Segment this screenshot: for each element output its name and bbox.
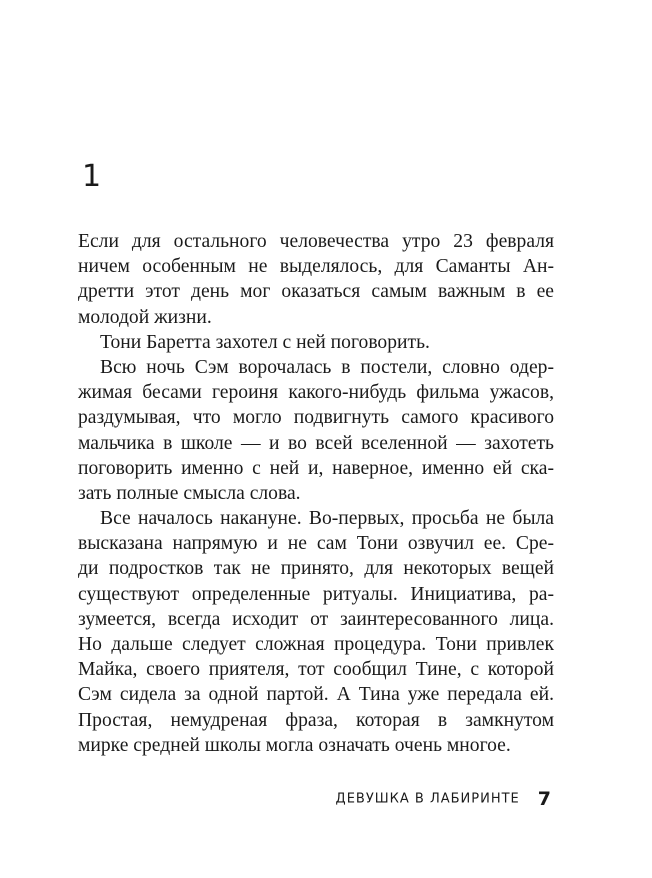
text-line: Простая, немудреная фраза, которая в замкнутом (78, 709, 554, 731)
text-line: молодой жизни. (78, 306, 212, 328)
text-line: мирке средней школы могла означать очень многое. (78, 734, 511, 756)
text-line: Все началось накануне. Во-первых, просьба не была (100, 508, 554, 530)
text-line: дретти этот день мог оказаться самым важным в ее (78, 281, 554, 303)
text-line: поговорить именно с ней и, наверное, именно ей ска- (78, 457, 554, 479)
text-line: зумеется, всегда исходит от заинтересованного лица. (78, 608, 554, 630)
text-line: мальчика в школе — и во всей вселенной — захотеть (78, 432, 554, 454)
text-line: Всю ночь Сэм ворочалась в постели, словно одер- (100, 356, 554, 378)
chapter-number: 1 (82, 159, 102, 194)
text-line: Сэм сидела за одной партой. А Тина уже передала ей. (78, 684, 554, 706)
text-line: жимая бесами героиня какого-нибудь фильма ужасов, (78, 382, 554, 404)
text-line: зать полные смысла слова. (78, 482, 301, 504)
page-footer (0, 788, 551, 810)
text-line: Тони Баретта захотел с ней поговорить. (100, 331, 430, 353)
text-line: Если для остального человечества утро 23 февраля (78, 231, 554, 252)
text-line: высказана напрямую и не сам Тони озвучил ее. Сре- (78, 533, 554, 555)
text-line: ди подростков так не принято, для некоторых вещей (78, 558, 554, 580)
body-text (78, 229, 554, 758)
text-line: Майка, своего приятеля, тот сообщил Тине, с которой (78, 659, 554, 681)
text-line: существуют определенные ритуалы. Инициатива, ра- (78, 583, 554, 605)
running-title: ДЕВУШКА В ЛАБИРИНТЕ (335, 791, 520, 807)
text-line: ничем особенным не выделялось, для Саманты Ан- (78, 256, 554, 278)
text-line: Но дальше следует сложная процедура. Тони привлек (78, 634, 554, 655)
page-number: 7 (537, 788, 551, 810)
text-line: раздумывая, что могло подвигнуть самого красивого (78, 407, 554, 429)
